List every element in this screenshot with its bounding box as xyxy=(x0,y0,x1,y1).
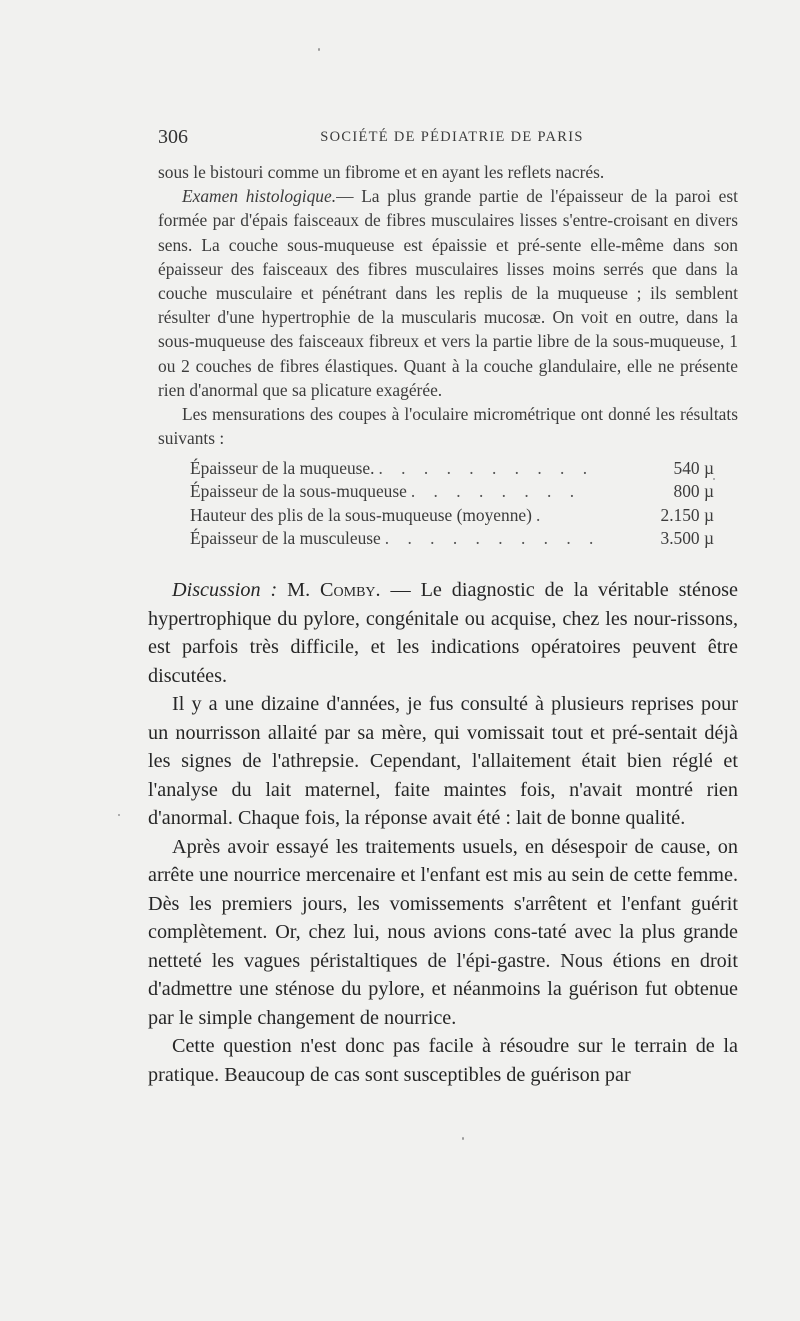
measurement-row xyxy=(190,505,714,528)
measurements-table xyxy=(190,458,714,551)
continuation-line: sous le bistouri comme un fibrome et en ayant les reflets nacrés. xyxy=(158,162,605,182)
paragraph-case-history: Il y a une dizaine d'années, je fus consulté à plusieurs reprises pour un nourrisson allaité par sa mère, qui vomissait tout et pré-sentait déjà les signes de l'athrepsie. Cependant, l'allaitement était bien réglé et l'analyse du lait maternel, faite maintes fois, n'avait montré rien d'anormal. Chaque fois, la réponse avait été : lait de bonne qualité. xyxy=(148,693,738,829)
measurement-label: Épaisseur de la sous-muqueuse xyxy=(190,481,407,502)
speaker-name: Comby xyxy=(320,579,376,601)
paper-speck xyxy=(462,1137,464,1140)
leader-dots: . . . . . . . . . . xyxy=(384,527,601,548)
measurement-value: 540 µ xyxy=(673,458,714,478)
paper-speck xyxy=(318,48,320,51)
measurement-row xyxy=(190,458,714,481)
page-header xyxy=(158,126,746,148)
leader-dots: . . . . . . . . xyxy=(410,481,582,502)
running-title: SOCIÉTÉ DE PÉDIATRIE DE PARIS xyxy=(320,129,584,145)
measurement-label: Hauteur des plis de la sous-muqueuse (moyenne) xyxy=(190,504,532,525)
paragraph-histology xyxy=(158,160,738,402)
speaker-prefix: M. xyxy=(287,579,311,601)
paragraph-conclusion: Cette question n'est donc pas facile à résoudre sur le terrain de la pratique. Beaucoup de cas sont susceptibles de guérison par xyxy=(148,1035,738,1086)
measurement-value: 800 µ xyxy=(673,481,714,502)
paragraph-discussion xyxy=(148,576,738,690)
measurement-row xyxy=(190,528,714,551)
measurement-label: Épaisseur de la muqueuse. xyxy=(190,458,375,478)
measurement-value: 2.150 µ xyxy=(660,504,714,525)
measurement-value: 3.500 µ xyxy=(660,527,714,548)
histology-section xyxy=(158,160,738,450)
paper-speck xyxy=(713,478,715,480)
measurement-row xyxy=(190,481,714,504)
histology-text: — La plus grande partie de l'épaisseur de la paroi est formée par d'épais faisceaux de fibres musculaires lisses s'entre-croisant en divers sens. La couche sous-muqueuse est épaissie et pré-sente elle-même dans son épaisseur des faisceaux des fibres musculaires lisses moins serrés que dans la couche musculaire et pénétrant dans les replis de la muqueuse ; ils semblent résulter d'une hypertrophie de la muscularis mucosæ. On voit en outre, dans la sous-muqueuse des faisceaux fibreux et vers la partie libre de la sous-muqueuse, 1 ou 2 couches de fibres élastiques. Quant à la couche glandulaire, elle ne présente rien d'anormal que sa plicature exagérée. xyxy=(158,186,739,400)
paper-speck xyxy=(118,814,120,816)
measurement-label: Épaisseur de la musculeuse xyxy=(190,527,381,548)
paragraph-measurements-intro: Les mensurations des coupes à l'oculaire micrométrique ont donné les résultats suivants : xyxy=(158,404,738,449)
discussion-text: . — Le diagnostic de la véritable sténose hypertrophique du pylore, congénitale ou acquise, chez les nour-rissons, est parfois très difficile, et les indications opératoires peuvent être discutées. xyxy=(148,579,738,687)
discussion-section xyxy=(148,576,738,1089)
page-number: 306 xyxy=(158,126,188,148)
paragraph-treatment: Après avoir essayé les traitements usuels, en désespoir de cause, on arrête une nourrice mercenaire et l'enfant est mis au sein de cette femme. Dès les premiers jours, les vomissements s'arrêtent et l'enfant guérit complètement. Or, chez lui, nous avions cons-taté avec la plus grande netteté les vagues péristaltiques de l'épi-gastre. Nous étions en droit d'admettre une sténose du pylore, et néanmoins la guérison fut obtenue par le simple changement de nourrice. xyxy=(148,835,738,1029)
leader-dots: . xyxy=(535,504,548,525)
discussion-heading: Discussion : xyxy=(172,579,278,601)
histology-heading: Examen histologique. xyxy=(182,186,337,207)
leader-dots: . . . . . . . . . . xyxy=(378,458,595,478)
